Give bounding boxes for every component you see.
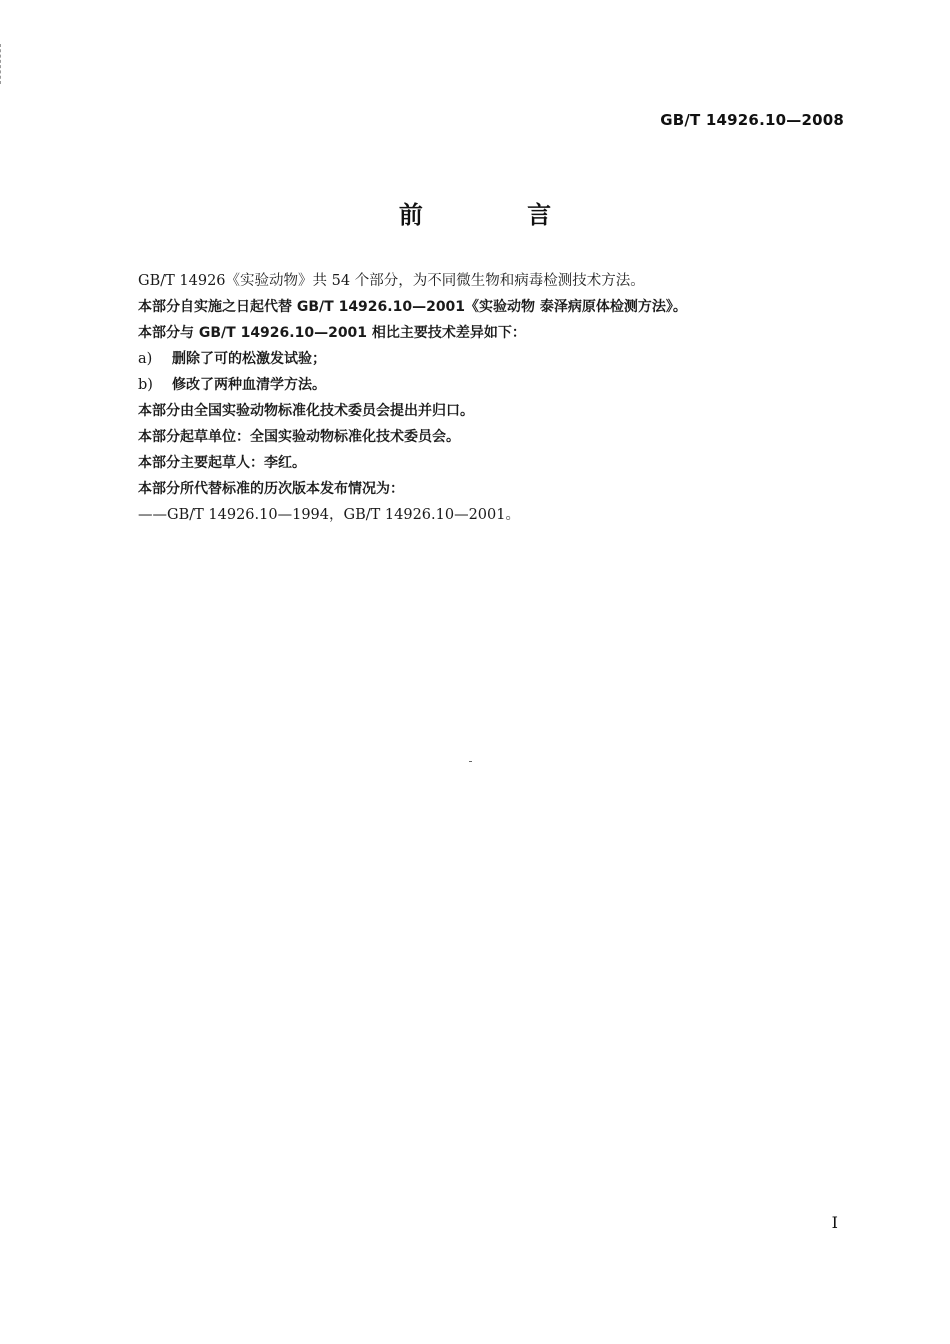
list-item-text: 删除了可的松激发试验；: [172, 351, 326, 367]
page-number: I: [831, 1213, 838, 1232]
binding-edge-mark: [0, 44, 3, 84]
paragraph-history-intro: 本部分所代替标准的历次版本发布情况为：: [138, 481, 404, 497]
list-item-text: 修改了两种血清学方法。: [172, 377, 326, 393]
paragraph-drafters: 本部分主要起草人：李红。: [138, 455, 306, 471]
paragraph-proposer: 本部分由全国实验动物标准化技术委员会提出并归口。: [138, 403, 474, 419]
list-item: [138, 372, 828, 398]
list-item: [138, 346, 828, 372]
standard-number: GB/T 14926.10—2008: [660, 111, 844, 129]
paragraph-history-list: ——GB/T 14926.10—1994，GB/T 14926.10—2001。: [138, 507, 520, 523]
list-marker: a): [138, 351, 153, 367]
paragraph-drafting-unit: 本部分起草单位：全国实验动物标准化技术委员会。: [138, 429, 460, 445]
paragraph-differences-intro: 本部分与 GB/T 14926.10—2001 相比主要技术差异如下：: [138, 325, 526, 341]
foreword-body: [138, 268, 828, 528]
scan-speck: [469, 761, 472, 762]
page-title: 前 言: [398, 201, 600, 229]
paragraph-replacement-info: 本部分自实施之日起代替 GB/T 14926.10—2001《实验动物 泰泽病原体检测方法》。: [138, 299, 687, 315]
list-marker: b): [138, 377, 153, 393]
paragraph-series-info: GB/T 14926《实验动物》共 54 个部分，为不同微生物和病毒检测技术方法。: [138, 273, 645, 289]
